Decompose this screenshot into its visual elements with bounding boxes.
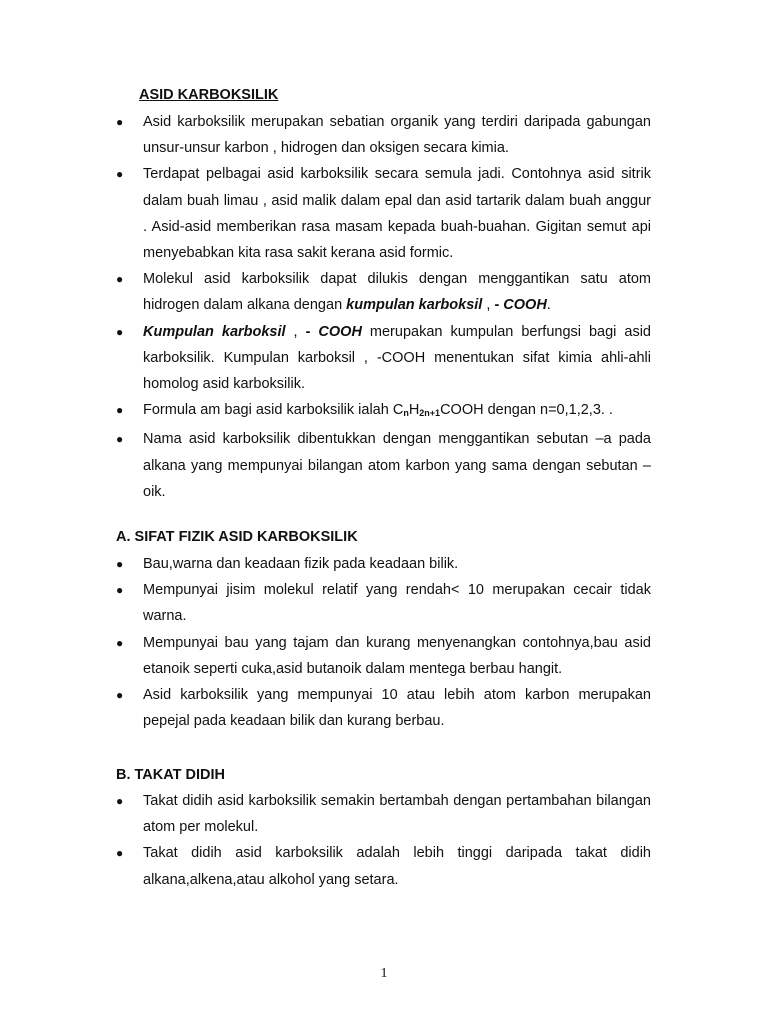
list-item: [0, 266, 651, 318]
item-text: Molekul asid karboksilik dapat dilukis dengan menggantikan satu atom hidrogen dalam alkana dengan: [143, 271, 651, 314]
section-b-list: [0, 788, 768, 893]
bullet-icon: ●: [116, 324, 124, 339]
item-text: Terdapat pelbagai asid karboksilik secara semula jadi. Contohnya asid sitrik dalam buah limau , asid malik dalam epal dan asid tartarik dalam buah anggur . Asid-asid memberikan rasa masam kepada buah-buahan. Gigitan semut api menyebabkan kita rasa sakit kerana asid formic.: [143, 166, 651, 262]
section-b-heading: B. TAKAT DIDIH: [116, 767, 226, 783]
page-number: 1: [380, 966, 388, 981]
item-bold-text: kumpulan karboksil: [346, 297, 483, 314]
bullet-icon: ●: [116, 635, 124, 650]
bullet-icon: ●: [116, 167, 124, 182]
bullet-icon: ●: [116, 846, 124, 861]
intro-list: [0, 109, 768, 505]
item-text: ,: [285, 323, 306, 340]
item-text: Bau,warna dan keadaan fizik pada keadaan bilik.: [143, 556, 459, 572]
bullet-icon: ●: [116, 432, 124, 447]
item-text: Asid karboksilik merupakan sebatian organik yang terdiri daripada gabungan unsur-unsur karbon , hidrogen dan oksigen secara kimia.: [143, 114, 651, 157]
bullet-icon: ●: [116, 115, 124, 129]
list-item: [0, 682, 651, 734]
item-text: Nama asid karboksilik dibentukkan dengan menggantikan sebutan –a pada alkana yang mempunyai bilangan atom karbon yang sama dengan sebutan –oik.: [143, 431, 651, 500]
item-bold-text: - COOH: [494, 297, 547, 314]
list-item: [0, 840, 651, 892]
formula-text: COOH dengan n=0,1,2,3. .: [440, 402, 613, 419]
item-bold-text: - COOH: [305, 323, 362, 340]
list-item: [0, 426, 651, 505]
item-bold-text: Kumpulan karboksil: [143, 323, 286, 340]
item-text: merupakan kumpulan berfungsi bagi asid karboksilik. Kumpulan karboksil , -COOH menentukan sifat kimia ahli-ahli homolog asid karboksilik.: [143, 323, 651, 393]
bullet-icon: ●: [116, 272, 124, 287]
list-item: [0, 319, 651, 398]
list-item: [0, 161, 651, 266]
formula-text: H: [408, 402, 420, 419]
list-item: [0, 577, 651, 629]
formula-subscript: 2n+1: [419, 408, 441, 419]
list-item: [0, 397, 651, 426]
list-item: [0, 109, 651, 161]
list-item: [0, 788, 651, 840]
item-text: Mempunyai jisim molekul relatif yang rendah< 10 merupakan cecair tidak warna.: [143, 582, 651, 625]
list-item: [0, 630, 651, 682]
bullet-icon: ●: [116, 583, 124, 598]
formula-text: Formula am bagi asid karboksilik ialah C: [143, 402, 404, 419]
document-title: ASID KARBOKSILIK: [139, 87, 279, 103]
section-a-heading: A. SIFAT FIZIK ASID KARBOKSILIK: [116, 529, 358, 545]
bullet-icon: ●: [116, 688, 124, 703]
list-item: [0, 551, 651, 577]
bullet-icon: ●: [116, 403, 124, 418]
bullet-icon: ●: [116, 794, 124, 808]
item-text: Asid karboksilik yang mempunyai 10 atau lebih atom karbon merupakan pepejal pada keadaan bilik dan kurang berbau.: [143, 687, 651, 730]
item-text: ,: [482, 297, 495, 314]
formula-subscript: n: [403, 408, 409, 419]
item-text: .: [546, 297, 551, 314]
item-text: Takat didih asid karboksilik semakin bertambah dengan pertambahan bilangan atom per molekul.: [143, 793, 651, 836]
bullet-icon: ●: [116, 557, 124, 571]
item-text: Mempunyai bau yang tajam dan kurang menyenangkan contohnya,bau asid etanoik seperti cuka,asid butanoik dalam mentega berbau hangit.: [143, 634, 651, 677]
item-text: Takat didih asid karboksilik adalah lebih tinggi daripada takat didih alkana,alkena,atau alkohol yang setara.: [143, 845, 651, 888]
section-a-list: [0, 551, 768, 734]
